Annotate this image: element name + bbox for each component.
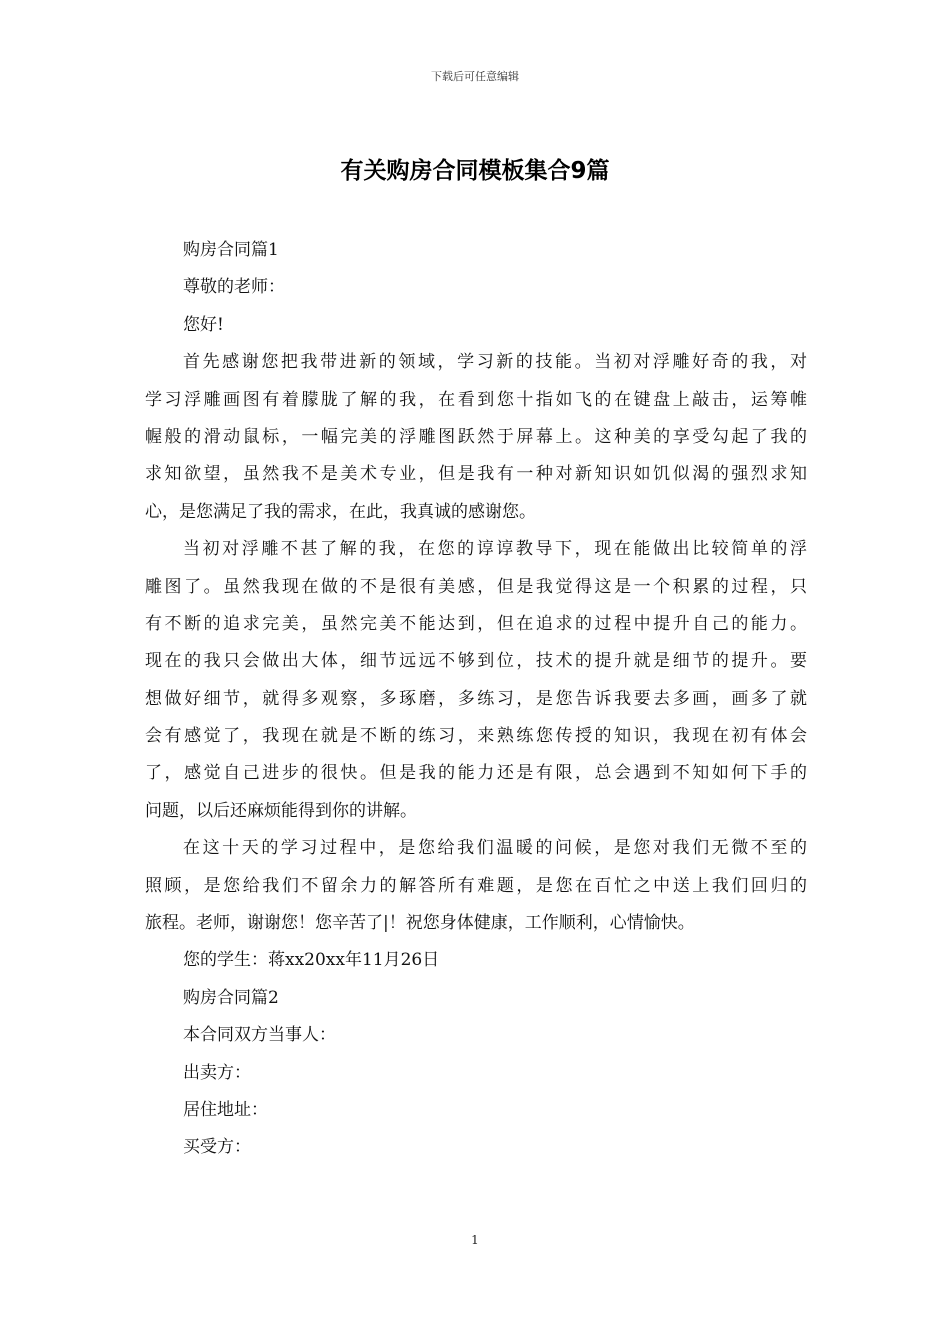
seller-label: 出卖方： bbox=[183, 1062, 251, 1083]
buyer-label: 买受方： bbox=[183, 1137, 251, 1158]
paragraph-line: 当初对浮雕不甚了解的我，在您的谆谆教导下，现在能做出比较简单的浮 bbox=[183, 539, 807, 560]
document-title: 有关购房合同模板集合9篇 bbox=[340, 158, 610, 184]
contract-parties-label: 本合同双方当事人： bbox=[183, 1025, 336, 1046]
paragraph-line: 了，感觉自己进步的很快。但是我的能力还是有限，总会遇到不知如何下手的 bbox=[145, 763, 807, 784]
signature-line: 您的学生：蒋xx20xx年11月26日 bbox=[183, 950, 440, 971]
paragraph-line: 旅程。老师，谢谢您！您辛苦了|！祝您身体健康，工作顺利，心情愉快。 bbox=[145, 913, 695, 934]
paragraph-line: 学习浮雕画图有着朦胧了解的我，在看到您十指如飞的在键盘上敲击，运筹帷 bbox=[145, 389, 807, 410]
section-heading: 购房合同篇1 bbox=[183, 240, 279, 260]
paragraph-line: 心，是您满足了我的需求，在此，我真诚的感谢您。 bbox=[145, 501, 536, 522]
paragraph-line: 想做好细节，就得多观察，多琢磨，多练习，是您告诉我要去多画，画多了就 bbox=[145, 688, 807, 709]
paragraph-line: 在这十天的学习过程中，是您给我们温暖的问候，是您对我们无微不至的 bbox=[183, 838, 807, 859]
greeting: 您好! bbox=[183, 314, 224, 335]
paragraph-line: 幄般的滑动鼠标，一幅完美的浮雕图跃然于屏幕上。这种美的享受勾起了我的 bbox=[145, 426, 807, 447]
paragraph-line: 有不断的追求完美，虽然完美不能达到，但在追求的过程中提升自己的能力。 bbox=[145, 613, 807, 634]
paragraph-line: 雕图了。虽然我现在做的不是很有美感，但是我觉得这是一个积累的过程，只 bbox=[145, 576, 807, 597]
header-note: 下载后可任意编辑 bbox=[431, 70, 519, 83]
paragraph-line: 现在的我只会做出大体，细节远远不够到位，技术的提升就是细节的提升。要 bbox=[145, 651, 807, 672]
section-heading: 购房合同篇2 bbox=[183, 987, 279, 1008]
page-number: 1 bbox=[471, 1233, 479, 1247]
salutation: 尊敬的老师： bbox=[183, 277, 285, 298]
paragraph-line: 会有感觉了，我现在就是不断的练习，来熟练您传授的知识，我现在初有体会 bbox=[145, 726, 807, 747]
paragraph-line: 问题，以后还麻烦能得到你的讲解。 bbox=[145, 800, 417, 821]
paragraph-line: 照顾，是您给我们不留余力的解答所有难题，是您在百忙之中送上我们回归的 bbox=[145, 875, 807, 896]
document-body bbox=[145, 232, 807, 1167]
paragraph-line: 求知欲望，虽然我不是美术专业，但是我有一种对新知识如饥似渴的强烈求知 bbox=[145, 464, 807, 485]
address-label: 居住地址： bbox=[183, 1099, 268, 1120]
paragraph-line: 首先感谢您把我带进新的领域，学习新的技能。当初对浮雕好奇的我，对 bbox=[183, 352, 807, 373]
